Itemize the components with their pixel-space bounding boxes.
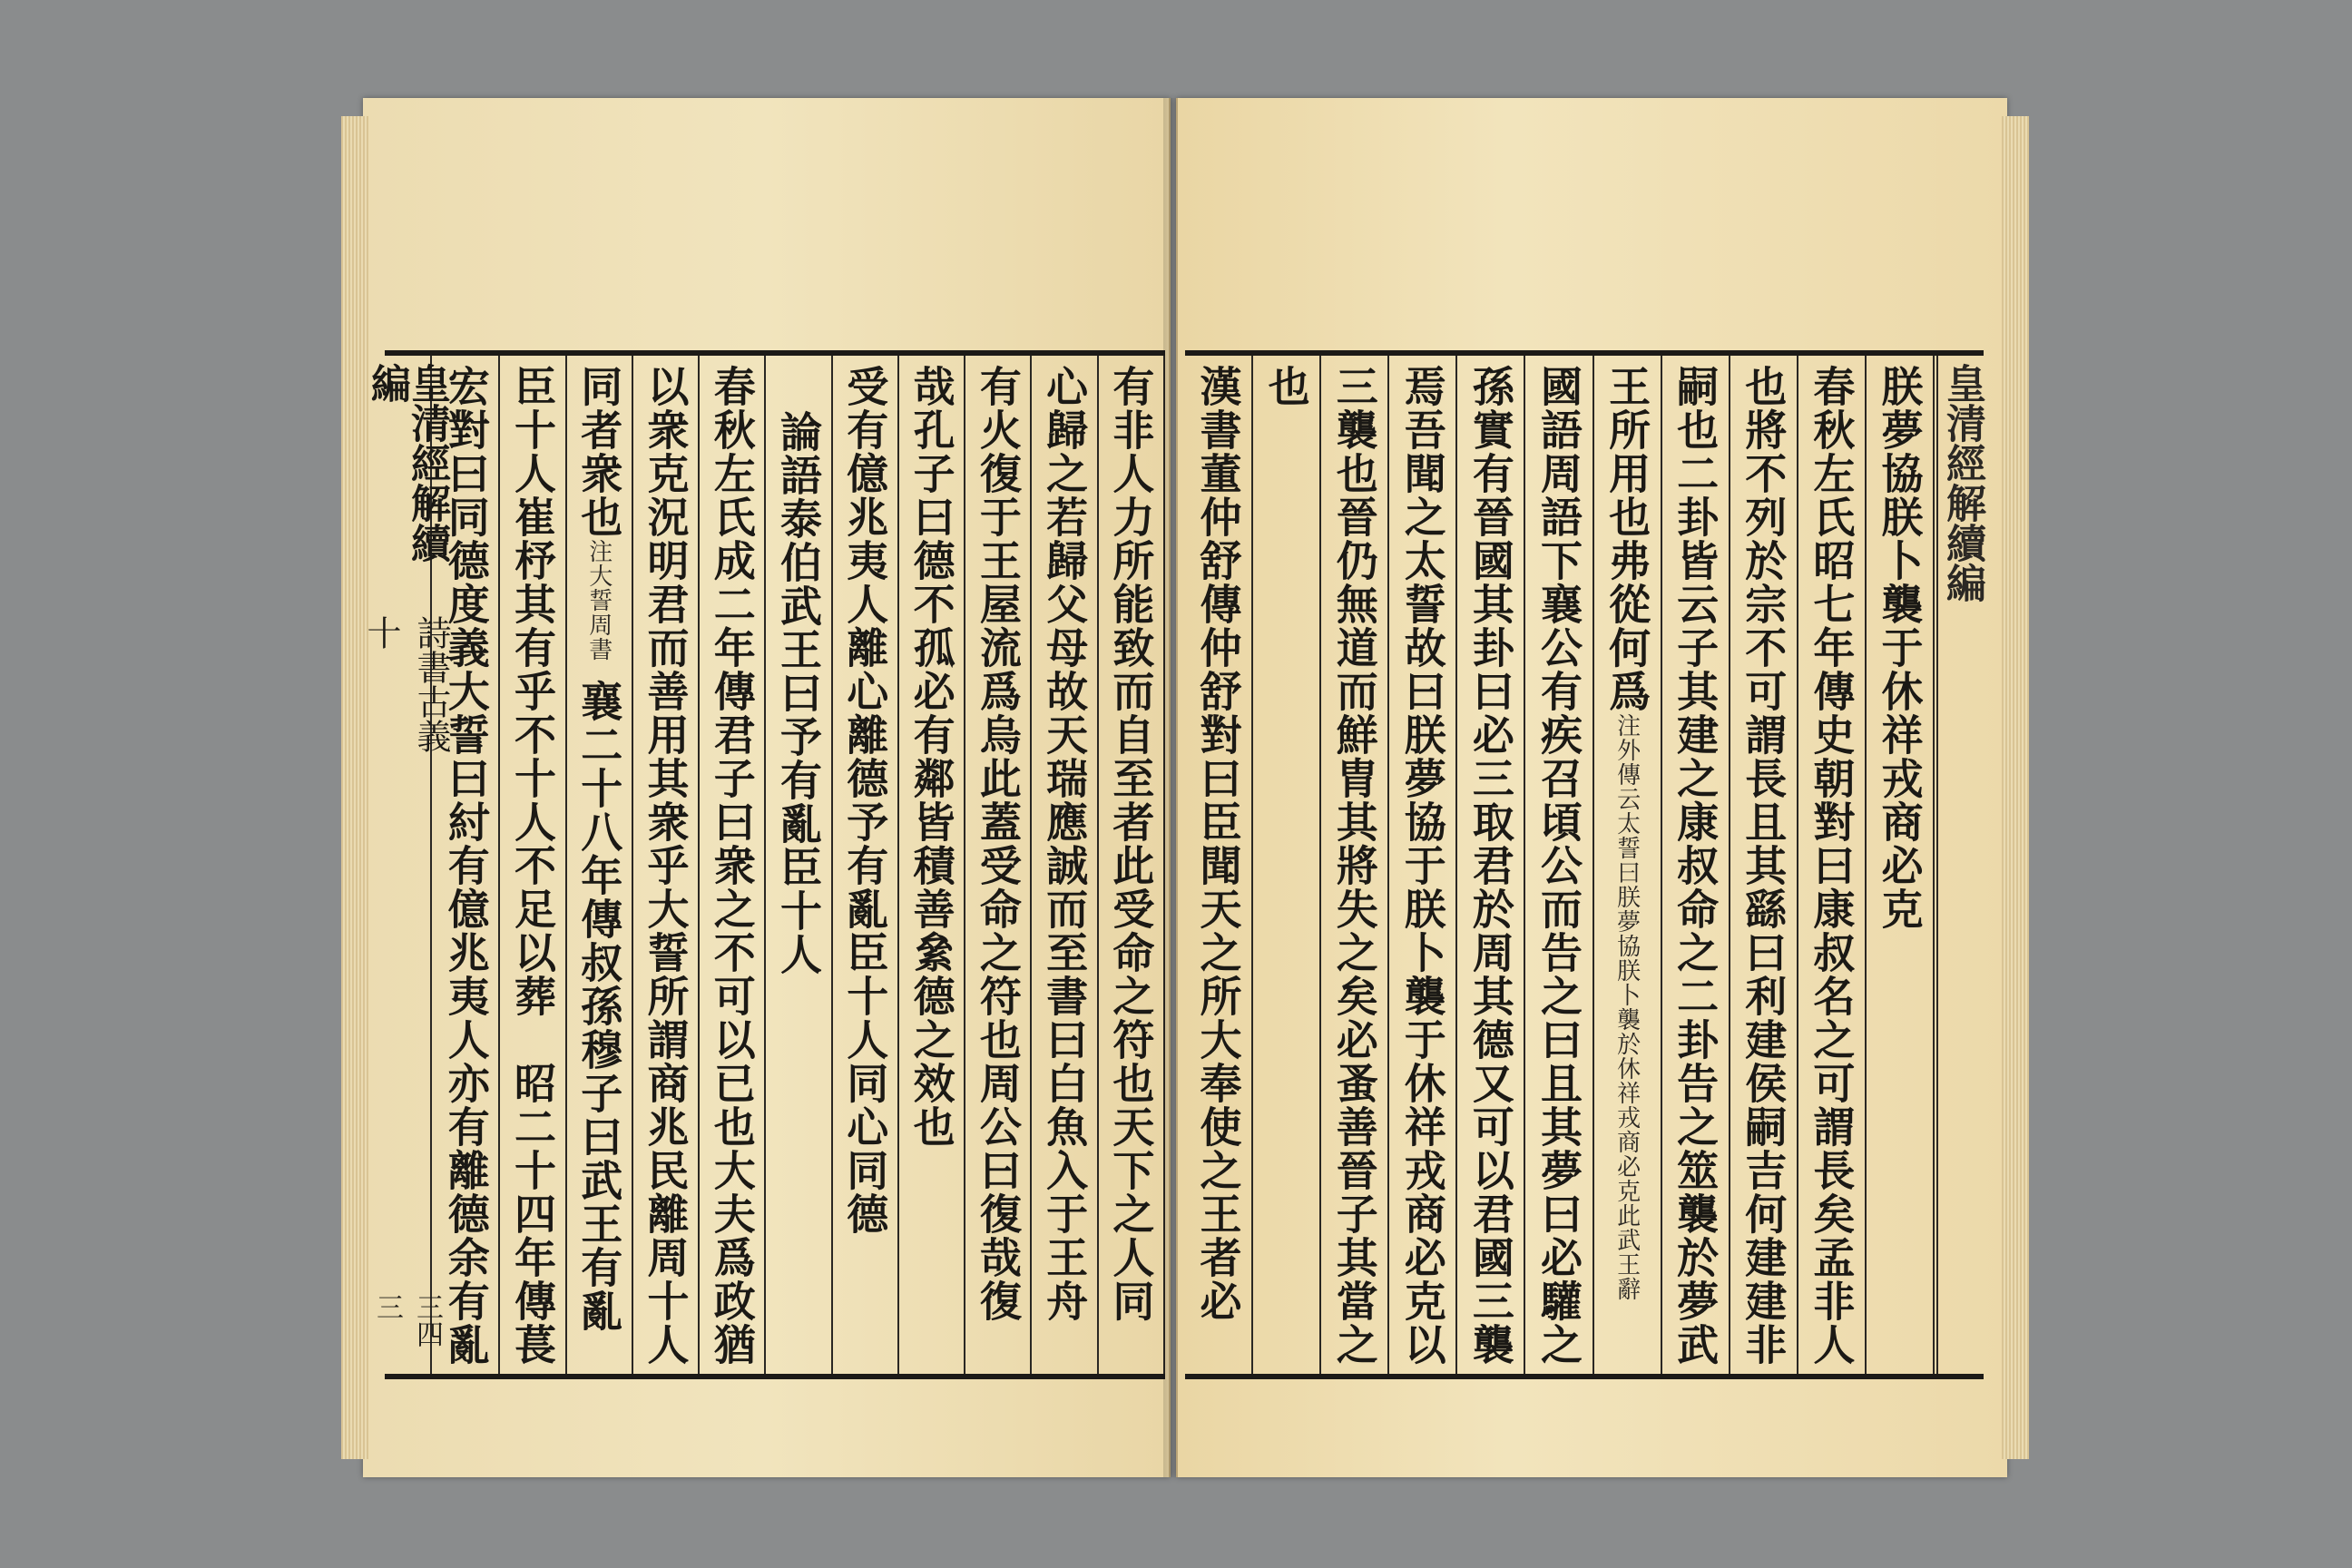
book-title-left: 皇清經解續編 <box>364 363 450 563</box>
text-column: 國語周語下襄公有疾召頃公而告之曰且其夢曰必驩之 <box>1525 356 1593 1374</box>
right-columns <box>1185 356 1935 1374</box>
book-title-right: 皇清經解續編 <box>1939 363 1985 603</box>
text-column: 王所用也弗從何爲 注外傳云太誓曰朕夢協朕卜襲於休祥戎商必克此武王辭 <box>1594 356 1662 1374</box>
text-column: 宏對曰同德度義大誓曰紂有億兆夷人亦有離德余有亂 <box>434 356 500 1374</box>
text-column: 哉孔子曰德不孤必有鄰皆積善絫德之效也 <box>899 356 965 1374</box>
commentary-note: 注大誓周書 <box>584 539 612 662</box>
page-edges-right <box>2002 116 2029 1459</box>
text-column: 心歸之若歸父母故天瑞應誠而至書曰白魚入于王舟 <box>1032 356 1098 1374</box>
text-column: 也將不列於宗不可謂長且其繇曰利建侯嗣吉何建建非 <box>1730 356 1798 1374</box>
text-column: 嗣也二卦皆云子其建之康叔命之二卦告之筮襲於夢武 <box>1662 356 1730 1374</box>
text-column: 春秋左氏昭七年傳史朝對曰康叔名之可謂長矣孟非人 <box>1798 356 1867 1374</box>
text-column: 論語泰伯武王曰予有亂臣十人 <box>766 356 832 1374</box>
text-column: 朕夢協朕卜襲于休祥戎商必克 <box>1867 356 1935 1374</box>
text-column: 春秋左氏成二年傳君子曰衆之不可以已也大夫爲政猶 <box>700 356 766 1374</box>
right-margin-title <box>1936 356 1985 1374</box>
text-column: 漢書董仲舒傳仲舒對曰臣聞天之所大奉使之王者必 <box>1185 356 1253 1374</box>
right-text-frame <box>1185 350 1984 1379</box>
right-page <box>1176 98 2007 1477</box>
text-column: 有非人力所能致而自至者此受命之符也天下之人同 <box>1099 356 1165 1374</box>
left-columns <box>434 356 1165 1374</box>
left-text-frame <box>361 350 1165 1379</box>
commentary-note: 注外傳云太誓曰朕夢協朕卜襲於休祥戎商必克此武王辭 <box>1612 713 1641 1301</box>
open-book <box>363 98 2005 1477</box>
text-column: 有火復于王屋流爲烏此蓋受命之符也周公曰復哉復 <box>965 356 1032 1374</box>
page-edges-left <box>341 116 368 1459</box>
page-number: 三四三 <box>371 1293 443 1348</box>
text-column: 同者衆也 注大誓周書 襄二十八年傳叔孫穆子曰武王有亂 <box>567 356 633 1374</box>
text-column: 臣十人崔杼其有乎不十人不足以葬 昭二十四年傳萇 <box>500 356 566 1374</box>
left-page <box>363 98 1171 1477</box>
text-column: 受有億兆夷人離心離德予有亂臣十人同心同德 <box>833 356 899 1374</box>
text-column: 也 <box>1253 356 1321 1374</box>
section-title: 詩書古義十 <box>361 615 451 754</box>
text-column: 以衆克況明君而善用其衆乎大誓所謂商兆民離周十人 <box>633 356 700 1374</box>
text-column: 焉吾聞之太誓故曰朕夢協于朕卜襲于休祥戎商必克以 <box>1389 356 1457 1374</box>
left-margin-title <box>361 356 451 1374</box>
text-column: 孫實有晉國其卦曰必三取君於周其德又可以君國三襲 <box>1457 356 1525 1374</box>
text-column: 三襲也晉仍無道而鮮胄其將失之矣必蚤善晉子其當之 <box>1321 356 1389 1374</box>
